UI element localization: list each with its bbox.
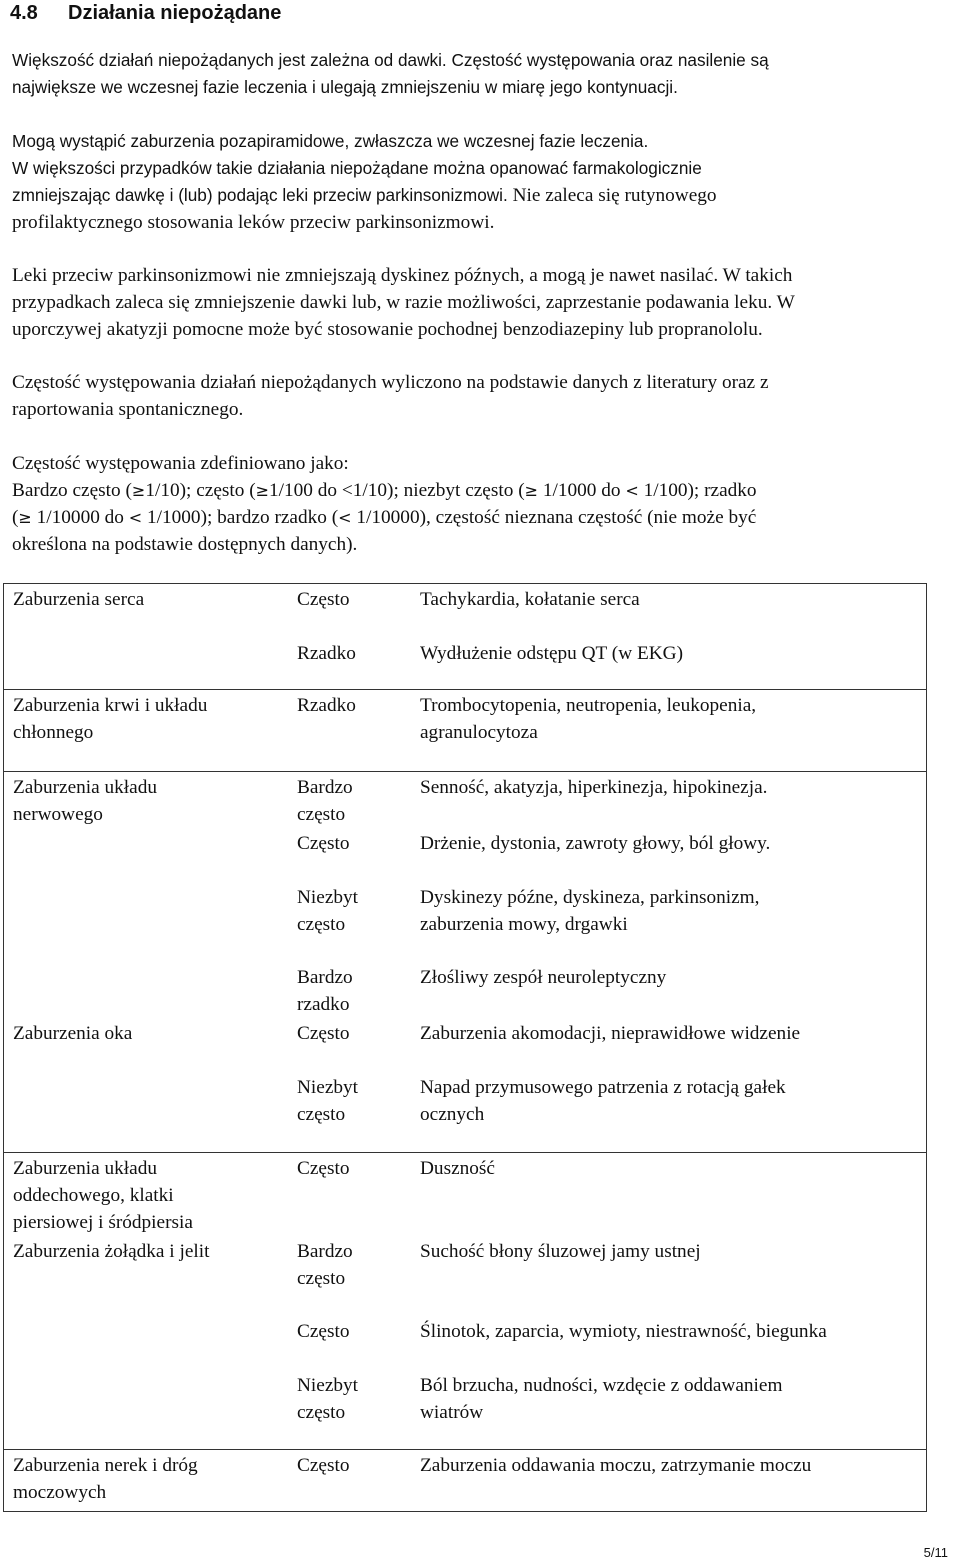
organ-cell: [4, 1072, 286, 1152]
text-segment: 1/10000 do: [31, 507, 129, 528]
text-line: Mogą wystąpić zaburzenia pozapiramidowe, zwłaszcza we wczesnej fazie leczenia.: [12, 131, 649, 151]
frequency-cell-line: często: [297, 914, 346, 935]
table-row: [4, 1072, 927, 1152]
text-segment: 1/100); rzadko: [638, 480, 757, 501]
frequency-cell-line: często: [297, 1401, 346, 1423]
frequency-cell: [285, 690, 420, 772]
effect-cell-line: Złośliwy zespół neuroleptyczny: [420, 967, 667, 988]
organ-cell-line: Zaburzenia żołądka i jelit: [13, 1240, 210, 1262]
organ-cell: [4, 690, 286, 772]
organ-cell-line: piersiowej i śródpiersia: [13, 1211, 193, 1233]
organ-cell: [4, 1236, 286, 1316]
section-number: 4.8: [10, 2, 38, 24]
effect-cell: [420, 1236, 927, 1316]
table-row: [4, 1152, 927, 1236]
frequency-cell-line: Niezbyt: [297, 1374, 359, 1396]
table-row: [4, 690, 927, 772]
organ-cell: [4, 882, 286, 962]
adverse-effects-table: [3, 583, 927, 1512]
text-line: [12, 504, 952, 531]
effect-cell: [420, 690, 927, 772]
organ-cell-line: Zaburzenia nerek i dróg: [13, 1455, 198, 1476]
text-line: Częstość występowania działań niepożądanych wyliczono na podstawie danych z literatury oraz z: [12, 372, 769, 393]
effect-cell: [420, 1072, 927, 1152]
effect-cell: [420, 1018, 927, 1072]
frequency-cell-line: Często: [297, 833, 350, 854]
text-segment: 1/10); często (: [145, 480, 256, 501]
text-line: raportowania spontanicznego.: [12, 399, 244, 420]
organ-cell: [4, 1152, 286, 1236]
organ-cell: [4, 1450, 286, 1512]
table-row: [4, 584, 927, 638]
table-row: [4, 1370, 927, 1450]
text-line: największe we wczesnej fazie leczenia i ulegają zmniejszeniu w miarę jego kontynuacji.: [12, 77, 678, 97]
frequency-cell-line: Niezbyt: [297, 887, 359, 908]
ge-symbol: ≥: [255, 481, 270, 500]
table-row: [4, 828, 927, 882]
frequency-cell-line: Rzadko: [297, 642, 356, 664]
organ-cell-line: Zaburzenia serca: [13, 589, 145, 610]
paragraph-dose-dependence: [12, 47, 952, 101]
table-row: [4, 1316, 927, 1370]
effect-cell-line: Suchość błony śluzowej jamy ustnej: [420, 1240, 701, 1262]
frequency-cell: [285, 962, 420, 1018]
table-row: [4, 772, 927, 829]
effect-cell-line: Trombocytopenia, neutropenia, leukopenia,: [420, 695, 757, 716]
effect-cell: [420, 584, 927, 638]
frequency-cell-line: Rzadko: [297, 695, 356, 716]
ge-symbol: ≥: [18, 508, 32, 527]
effect-cell-line: Wydłużenie odstępu QT (w EKG): [420, 642, 683, 664]
text-line: Leki przeciw parkinsonizmowi nie zmniejszają dyskinez późnych, a mogą je nawet nasilać. W takich: [12, 265, 793, 286]
section-heading: [10, 0, 281, 26]
frequency-cell-line: Często: [297, 1023, 350, 1044]
table-row: [4, 882, 927, 962]
frequency-cell: [285, 882, 420, 962]
text-segment: zmniejszając dawkę i (lub) podając leki przeciw parkinsonizmowi.: [12, 185, 508, 205]
effect-cell: [420, 772, 927, 829]
effect-cell-line: Duszność: [420, 1157, 495, 1179]
frequency-cell: [285, 828, 420, 882]
frequency-cell: [285, 1152, 420, 1236]
organ-cell-line: Zaburzenia krwi i układu: [13, 695, 208, 716]
frequency-cell: [285, 638, 420, 690]
frequency-cell: [285, 1370, 420, 1450]
frequency-cell-line: Bardzo: [297, 777, 353, 798]
text-segment: Bardzo często (: [12, 480, 132, 501]
effect-cell: [420, 1152, 927, 1236]
frequency-cell-line: Niezbyt: [297, 1077, 359, 1098]
effect-cell-line: Zaburzenia oddawania moczu, zatrzymanie moczu: [420, 1455, 812, 1476]
frequency-cell-line: Często: [297, 1157, 350, 1179]
organ-cell: [4, 962, 286, 1018]
paragraph-frequency-definition: [12, 450, 952, 558]
frequency-cell: [285, 584, 420, 638]
frequency-cell-line: Często: [297, 1320, 350, 1342]
section-title: Działania niepożądane: [68, 2, 282, 24]
frequency-cell-line: często: [297, 1267, 346, 1289]
text-segment: (: [12, 507, 19, 528]
effect-cell-line: Drżenie, dystonia, zawroty głowy, ból głowy.: [420, 833, 771, 854]
effect-cell-line: Ból brzucha, nudności, wzdęcie z oddawaniem: [420, 1374, 783, 1396]
frequency-cell: [285, 1072, 420, 1152]
text-line: określona na podstawie dostępnych danych).: [12, 534, 358, 555]
frequency-cell: [285, 1450, 420, 1512]
paragraph-tardive-dyskinesia: [12, 262, 952, 343]
frequency-cell: [285, 1316, 420, 1370]
effect-cell-line: Dyskinezy późne, dyskineza, parkinsonizm,: [420, 887, 760, 908]
effect-cell: [420, 638, 927, 690]
lt-symbol: <: [625, 481, 639, 500]
organ-cell-line: moczowych: [13, 1482, 107, 1503]
frequency-cell-line: rzadko: [297, 994, 350, 1015]
effect-cell-line: zaburzenia mowy, drgawki: [420, 914, 628, 935]
text-line: uporczywej akatyzji pomocne może być stosowanie pochodnej benzodiazepiny lub propranololu.: [12, 319, 763, 340]
organ-cell-line: nerwowego: [13, 804, 103, 825]
lt-symbol: <: [128, 508, 143, 527]
effect-cell-line: Ślinotok, zaparcia, wymioty, niestrawność, biegunka: [420, 1320, 827, 1342]
table-row: [4, 1018, 927, 1072]
paragraph-frequency-source: [12, 369, 952, 423]
text-line: profilaktycznego stosowania leków przeciw parkinsonizmowi.: [12, 212, 495, 233]
ge-symbol: ≥: [131, 481, 146, 500]
adverse-effects-table-body: [4, 584, 927, 1512]
organ-cell-line: Zaburzenia układu: [13, 777, 158, 798]
effect-cell-line: Zaburzenia akomodacji, nieprawidłowe widzenie: [420, 1023, 801, 1044]
frequency-cell-line: Bardzo: [297, 967, 353, 988]
table-row: [4, 1450, 927, 1512]
text-segment: 1/10000), częstość nieznana częstość (nie może być: [351, 507, 757, 528]
organ-cell: [4, 1018, 286, 1072]
text-line: [12, 477, 952, 504]
frequency-cell: [285, 772, 420, 829]
table-row: [4, 962, 927, 1018]
effect-cell-line: Tachykardia, kołatanie serca: [420, 589, 640, 610]
effect-cell-line: agranulocytoza: [420, 722, 538, 743]
effect-cell-line: Napad przymusowego patrzenia z rotacją gałek: [420, 1077, 786, 1098]
organ-cell-line: Zaburzenia układu: [13, 1157, 158, 1179]
text-segment: Nie zaleca się rutynowego: [507, 185, 717, 206]
frequency-cell-line: Często: [297, 589, 350, 610]
organ-cell: [4, 772, 286, 829]
table-row: [4, 1236, 927, 1316]
effect-cell-line: Senność, akatyzja, hiperkinezja, hipokinezja.: [420, 777, 768, 798]
text-line: Częstość występowania zdefiniowano jako:: [12, 453, 349, 474]
effect-cell-line: wiatrów: [420, 1401, 484, 1423]
organ-cell-line: Zaburzenia oka: [13, 1023, 133, 1044]
frequency-cell-line: Często: [297, 1455, 350, 1476]
text-line: W większości przypadków takie działania niepożądane można opanować farmakologicznie: [12, 158, 702, 178]
organ-cell: [4, 1370, 286, 1450]
text-line: przypadkach zaleca się zmniejszenie dawki lub, w razie możliwości, zaprzestanie podawania leku. W: [12, 292, 795, 313]
frequency-cell-line: często: [297, 1104, 346, 1125]
effect-cell: [420, 1316, 927, 1370]
organ-cell-line: chłonnego: [13, 722, 94, 743]
text-line: [12, 182, 952, 209]
paragraph-extrapyramidal: [12, 128, 952, 236]
effect-cell: [420, 1450, 927, 1512]
effect-cell: [420, 1370, 927, 1450]
text-segment: 1/1000 do: [538, 480, 626, 501]
organ-cell: [4, 1316, 286, 1370]
text-segment: 1/1000); bardzo rzadko (: [142, 507, 339, 528]
ge-symbol: ≥: [524, 481, 539, 500]
frequency-cell: [285, 1018, 420, 1072]
lt-symbol: <: [338, 508, 352, 527]
organ-cell: [4, 828, 286, 882]
table-row: [4, 638, 927, 690]
text-segment: 1/100 do <1/10); niezbyt często (: [269, 480, 525, 501]
text-line: Większość działań niepożądanych jest zależna od dawki. Częstość występowania oraz nasilenie są: [12, 50, 769, 70]
frequency-cell-line: często: [297, 804, 346, 825]
page-number: 5/11: [923, 1545, 948, 1560]
frequency-cell: [285, 1236, 420, 1316]
effect-cell-line: ocznych: [420, 1104, 485, 1125]
organ-cell-line: oddechowego, klatki: [13, 1184, 174, 1206]
organ-cell: [4, 584, 286, 638]
effect-cell: [420, 882, 927, 962]
organ-cell: [4, 638, 286, 690]
effect-cell: [420, 962, 927, 1018]
effect-cell: [420, 828, 927, 882]
frequency-cell-line: Bardzo: [297, 1240, 353, 1262]
